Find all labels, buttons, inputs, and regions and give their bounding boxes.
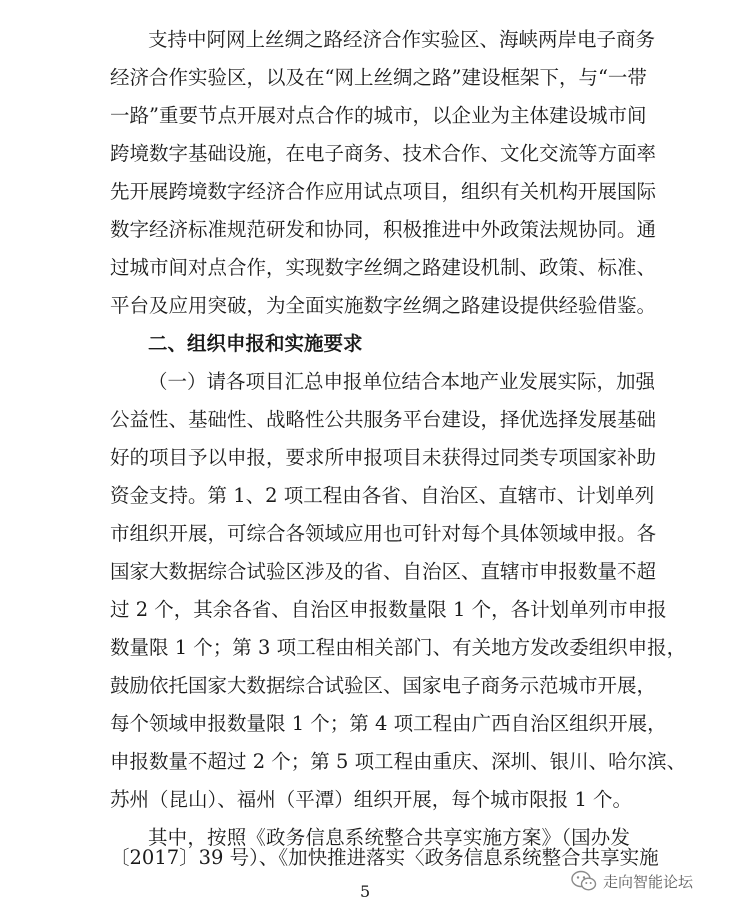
paragraph-line: 先开展跨境数字经济合作应用试点项目，组织有关机构开展国际 xyxy=(110,180,657,203)
paragraph-line: 资金支持。第 1、2 项工程由各省、自治区、直辖市、计划单列 xyxy=(110,484,655,507)
paragraph-line: 好的项目予以申报，要求所申报项目未获得过同类专项国家补助 xyxy=(110,446,657,469)
paragraph-line: 公益性、基础性、战略性公共服务平台建设，择优选择发展基础 xyxy=(110,408,657,431)
paragraph-line: 国家大数据综合试验区涉及的省、自治区、直辖市申报数量不超 xyxy=(110,560,657,583)
paragraph-line: 鼓励依托国家大数据综合试验区、国家电子商务示范城市开展， xyxy=(110,674,657,697)
paragraph-line: 〔2017〕39 号）、《加快推进落实〈政务信息系统整合共享实施 xyxy=(110,846,659,869)
paragraph-line: 数字经济标准规范研发和协同，积极推进中外政策法规协同。通 xyxy=(110,218,657,241)
paragraph-line: 经济合作实验区，以及在“网上丝绸之路”建设框架下，与“一带 xyxy=(110,66,647,89)
wechat-icon xyxy=(571,870,597,892)
paragraph-line: 一路”重要节点开展对点合作的城市，以企业为主体建设城市间 xyxy=(110,104,647,127)
paragraph-line: （一）请各项目汇总申报单位结合本地产业发展实际，加强 xyxy=(148,370,656,393)
watermark-text: 走向智能论坛 xyxy=(603,872,694,891)
paragraph-line: 数量限 1 个；第 3 项工程由相关部门、有关地方发改委组织申报， xyxy=(110,636,687,659)
paragraph-line: 每个领域申报数量限 1 个；第 4 项工程由广西自治区组织开展， xyxy=(110,712,667,735)
watermark xyxy=(571,868,693,894)
paragraph-line: 市组织开展，可综合各领域应用也可针对每个具体领域申报。各 xyxy=(110,522,657,545)
page-number: 5 xyxy=(360,882,371,901)
paragraph-line: 支持中阿网上丝绸之路经济合作实验区、海峡两岸电子商务 xyxy=(148,28,656,51)
section-heading: 二、组织申报和实施要求 xyxy=(148,332,363,355)
paragraph-line: 苏州（昆山）、福州（平潭）组织开展，每个城市限报 1 个。 xyxy=(110,788,633,811)
paragraph-line: 跨境数字基础设施，在电子商务、技术合作、文化交流等方面率 xyxy=(110,142,657,165)
paragraph-line: 平台及应用突破，为全面实施数字丝绸之路建设提供经验借鉴。 xyxy=(110,294,657,317)
paragraph-line: 其中，按照《政务信息系统整合共享实施方案》（国办发 xyxy=(148,826,630,849)
paragraph-line: 申报数量不超过 2 个；第 5 项工程由重庆、深圳、银川、哈尔滨、 xyxy=(110,750,687,773)
paragraph-line: 过 2 个，其余各省、自治区申报数量限 1 个，各计划单列市申报 xyxy=(110,598,667,621)
paragraph-line: 过城市间对点合作，实现数字丝绸之路建设机制、政策、标准、 xyxy=(110,256,657,279)
